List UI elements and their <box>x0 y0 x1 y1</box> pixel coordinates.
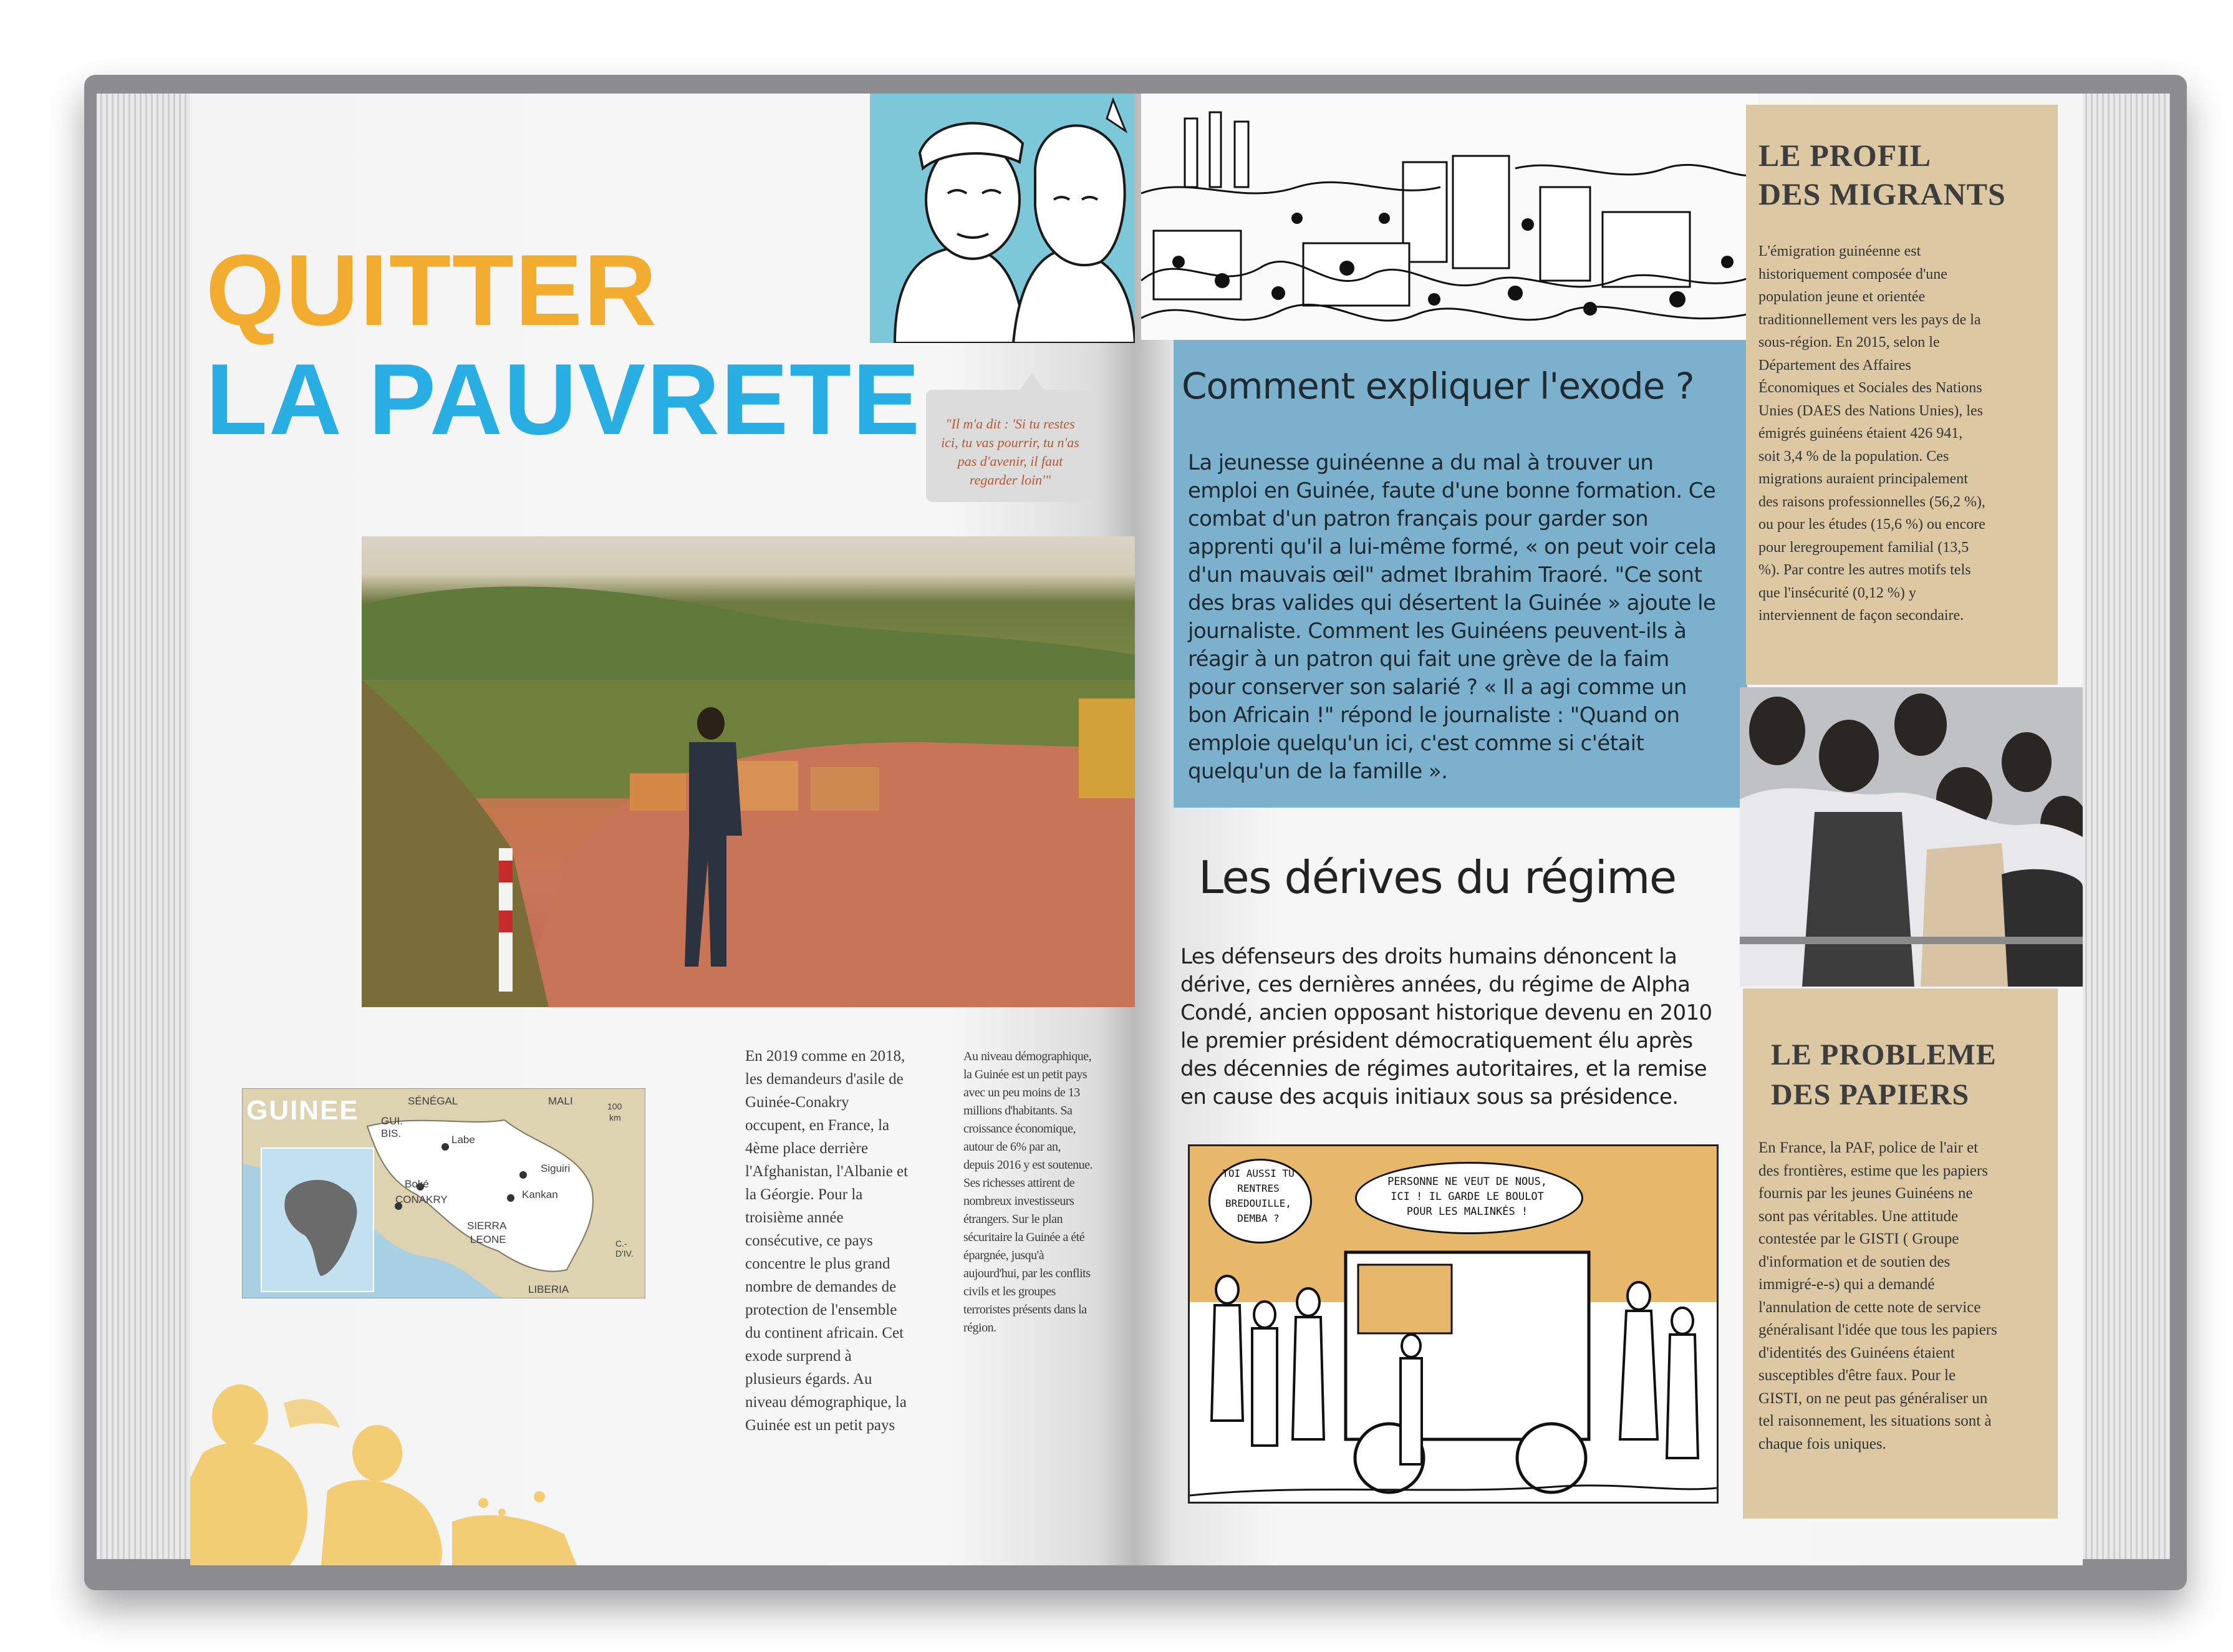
body-line: niveau démographique, la <box>745 1394 907 1411</box>
exode-line: pour conserver son salarié ? « Il a agi comme un <box>1188 675 1687 700</box>
body-line: la Guinée est un petit pays <box>963 1068 1088 1081</box>
body-line: autour de 6% par an, <box>963 1140 1061 1154</box>
exode-line: quelqu'un de la famille ». <box>1188 759 1448 784</box>
body-line: nombreux investisseurs <box>963 1194 1074 1208</box>
page-edges-left <box>97 94 196 1559</box>
regime-line: dérive, ces dernières années, du régime de Alpha <box>1180 972 1690 997</box>
papiers-line: des frontières, estime que les papiers <box>1758 1162 1988 1179</box>
profil-line: historiquement composée d'une <box>1758 266 1947 283</box>
regime-line: Condé, ancien opposant historique devenu en 2010 <box>1180 1000 1712 1025</box>
illustration-two-men <box>870 94 1135 343</box>
body-column-2 <box>963 1048 1113 1337</box>
map-label-conakry: CONAKRY <box>395 1194 448 1205</box>
profil-line: Unies (DAES des Nations Unies), les <box>1758 402 1983 419</box>
profil-line: sous-région. En 2015, selon le <box>1758 334 1940 350</box>
body-line: protection de l'ensemble <box>745 1302 897 1318</box>
illustration-city-skyline <box>1141 94 1758 340</box>
papiers-line: GISTI, on ne peut pas généraliser un <box>1758 1389 1988 1407</box>
body-line: consécutive, ce pays <box>745 1232 873 1249</box>
map-label-senegal: SÉNÉGAL <box>408 1095 458 1107</box>
map-label-sierra-2: LEONE <box>470 1234 506 1245</box>
body-line: Guinée-Conakry <box>745 1094 849 1111</box>
profil-line: %). Par contre les autres motifs tels <box>1758 562 1971 578</box>
profil-body <box>1758 240 2048 627</box>
regime-heading: Les dérives du régime <box>1198 851 1676 904</box>
profil-line: Département des Affaires <box>1758 357 1911 374</box>
body-column-1 <box>745 1045 932 1437</box>
profil-line: migrations auraient principalement <box>1758 471 1968 487</box>
papiers-line: d'identités des Guinéens étaient <box>1758 1344 1955 1361</box>
body-line: exode surprend à <box>745 1348 852 1365</box>
map-label-sierra-1: SIERRA <box>467 1220 507 1232</box>
papiers-line: fournis par les jeunes Guinéens ne <box>1758 1185 1973 1202</box>
speech-bubble-left-text: TOI AUSSI TU RENTRES BREDOUILLE, DEMBA ? <box>1222 1167 1295 1224</box>
map-title: GUINEE <box>246 1095 359 1126</box>
body-line: sécuritaire la Guinée a été <box>963 1230 1085 1244</box>
photo-migrants-crowd <box>1740 687 2083 987</box>
papiers-line: chaque fois uniques. <box>1758 1435 1886 1452</box>
map-label-siguiri: Siguiri <box>541 1162 571 1174</box>
regime-line: le premier président démocratiquement élu après <box>1180 1028 1693 1053</box>
body-line: croissance économique, <box>963 1122 1076 1136</box>
map-label-labe: Labe <box>451 1134 475 1146</box>
exode-line: réagir à un patron qui fait une grève de la faim <box>1188 647 1669 672</box>
regime-body <box>1180 943 1742 1111</box>
page-edges-right <box>2070 94 2170 1559</box>
map-label-mali: MALI <box>548 1095 573 1107</box>
regime-line: en cause des acquis initiaux sous sa présidence. <box>1180 1084 1679 1109</box>
profil-line: population jeune et orientée <box>1758 289 1926 305</box>
headline-line-2: LA PAUVRETE <box>206 343 922 456</box>
body-line: avec un peu moins de 13 <box>963 1086 1080 1099</box>
exode-body <box>1188 449 1737 786</box>
body-line: En 2019 comme en 2018, <box>745 1048 905 1065</box>
exode-line: journaliste. Comment les Guinéens peuvent-ils à <box>1188 619 1687 644</box>
map-scale-1: 100 <box>607 1101 622 1111</box>
papiers-line: contestée par le GISTI ( Groupe <box>1758 1230 1959 1247</box>
body-line: civils et les groupes <box>963 1285 1056 1298</box>
map-label-liberia: LIBERIA <box>528 1283 569 1295</box>
exode-line: apprenti qu'il a lui-même formé, « on peut voir cela <box>1188 534 1717 559</box>
body-line: Ses richesses attirent de <box>963 1176 1074 1190</box>
body-line: épargnée, jusqu'à <box>963 1249 1044 1262</box>
exode-heading: Comment expliquer l'exode ? <box>1182 365 1694 407</box>
exode-line: emploi en Guinée, faute d'une bonne formation. Ce <box>1188 478 1716 503</box>
papiers-line: sont pas véritables. Une attitude <box>1758 1207 1959 1225</box>
profil-line: L'émigration guinéenne est <box>1758 243 1921 259</box>
body-line: la Géorgie. Pour la <box>745 1186 863 1203</box>
profil-line: traditionnellement vers les pays de la <box>1758 311 1981 328</box>
papiers-body <box>1758 1137 2048 1456</box>
map-label-boke: Boké <box>405 1178 429 1190</box>
papiers-line: En France, la PAF, police de l'air et <box>1758 1139 1979 1156</box>
papiers-line: l'annulation de cette note de service <box>1758 1298 1981 1316</box>
quote-text: "Il m'a dit : 'Si tu restes ici, tu vas pourrir, tu n'as pas d'avenir, il faut regarder loin'" <box>941 416 1079 488</box>
body-line: du continent africain. Cet <box>745 1325 904 1341</box>
regime-line: des décennies de régimes autoritaires, et la remise <box>1180 1056 1707 1081</box>
body-line: terroristes présents dans la <box>963 1303 1087 1316</box>
body-line: étrangers. Sur le plan <box>963 1212 1063 1226</box>
profil-line: des raisons professionnelles (56,2 %), <box>1758 493 1985 510</box>
body-line: depuis 2016 y est soutenue. <box>963 1158 1093 1172</box>
map-label-kankan: Kankan <box>522 1189 558 1200</box>
body-line: Guinée est un petit pays <box>745 1417 895 1434</box>
body-line: concentre le plus grand <box>745 1255 890 1272</box>
profil-line: soit 3,4 % de la population. Ces <box>1758 448 1949 465</box>
profil-line: émigrés guinéens étaient 426 941, <box>1758 425 1963 442</box>
body-line: nombre de demandes de <box>745 1278 897 1295</box>
body-line: l'Afghanistan, l'Albanie et <box>745 1163 909 1180</box>
exode-line: bon Africain !" répond le journaliste : "Quand on <box>1188 703 1680 728</box>
body-line: Au niveau démographique, <box>963 1050 1092 1063</box>
map-guinea <box>242 1088 645 1298</box>
comic-panel <box>1188 1144 1719 1504</box>
headline-line-1: QUITTER <box>206 234 658 347</box>
regime-line: Les défenseurs des droits humains dénoncent la <box>1180 944 1677 969</box>
body-line: aujourd'hui, par les conflits <box>963 1267 1091 1280</box>
body-line: plusieurs égards. Au <box>745 1371 872 1388</box>
illustration-yellow-figures <box>190 1378 577 1565</box>
exode-line: emploie quelqu'un ici, c'est comme si c'était <box>1188 731 1644 756</box>
exode-line: combat d'un patron français pour garder son <box>1188 506 1649 531</box>
exode-line: des bras valides qui désertent la Guinée » ajoute le <box>1188 591 1716 616</box>
body-line: occupent, en France, la <box>745 1117 890 1134</box>
photo-red-dirt-road <box>362 536 1135 1007</box>
profil-line: ou pour les études (15,6 %) ou encore <box>1758 516 1985 533</box>
body-line: les demandeurs d'asile de <box>745 1071 904 1088</box>
profil-line: Économiques et Sociales des Nations <box>1758 380 1982 396</box>
map-label-guibis-2: BIS. <box>381 1128 402 1139</box>
papiers-line: tel raisonnement, les situations sont à <box>1758 1413 1992 1429</box>
map-scale-2: km <box>609 1113 621 1123</box>
papiers-line: immigré-e-s) qui a demandé <box>1758 1276 1935 1293</box>
papiers-line: susceptibles d'être faux. Pour le <box>1758 1367 1956 1384</box>
papiers-line: généralisant l'idée que tous les papiers <box>1758 1321 1997 1338</box>
body-line: troisième année <box>745 1209 844 1226</box>
body-line: 4ème place derrière <box>745 1140 869 1157</box>
profil-line: que l'insécurité (0,12 %) y <box>1758 584 1916 601</box>
body-line: région. <box>963 1321 996 1335</box>
map-label-cdiv: C.-D'IV. <box>615 1239 634 1258</box>
papiers-line: d'information et de soutien des <box>1758 1253 1951 1270</box>
exode-line: La jeunesse guinéenne a du mal à trouver un <box>1188 450 1654 475</box>
exode-line: d'un mauvais œil" admet Ibrahim Traoré. "Ce sont <box>1188 563 1702 587</box>
map-label-guibis-1: GUI. <box>381 1115 403 1127</box>
profil-line: pour leregroupement familial (13,5 <box>1758 539 1969 556</box>
profil-heading: LE PROFIL DES MIGRANTS <box>1758 138 2006 211</box>
body-line: millions d'habitants. Sa <box>963 1104 1073 1118</box>
profil-line: interviennent de façon secondaire. <box>1758 607 1964 624</box>
speech-bubble-right-text: PERSONNE NE VEUT DE NOUS, ICI ! IL GARDE LE BOULOT POUR LES MALINKÉS ! <box>1387 1176 1547 1218</box>
papiers-heading: LE PROBLEME DES PAPIERS <box>1771 1038 1997 1111</box>
